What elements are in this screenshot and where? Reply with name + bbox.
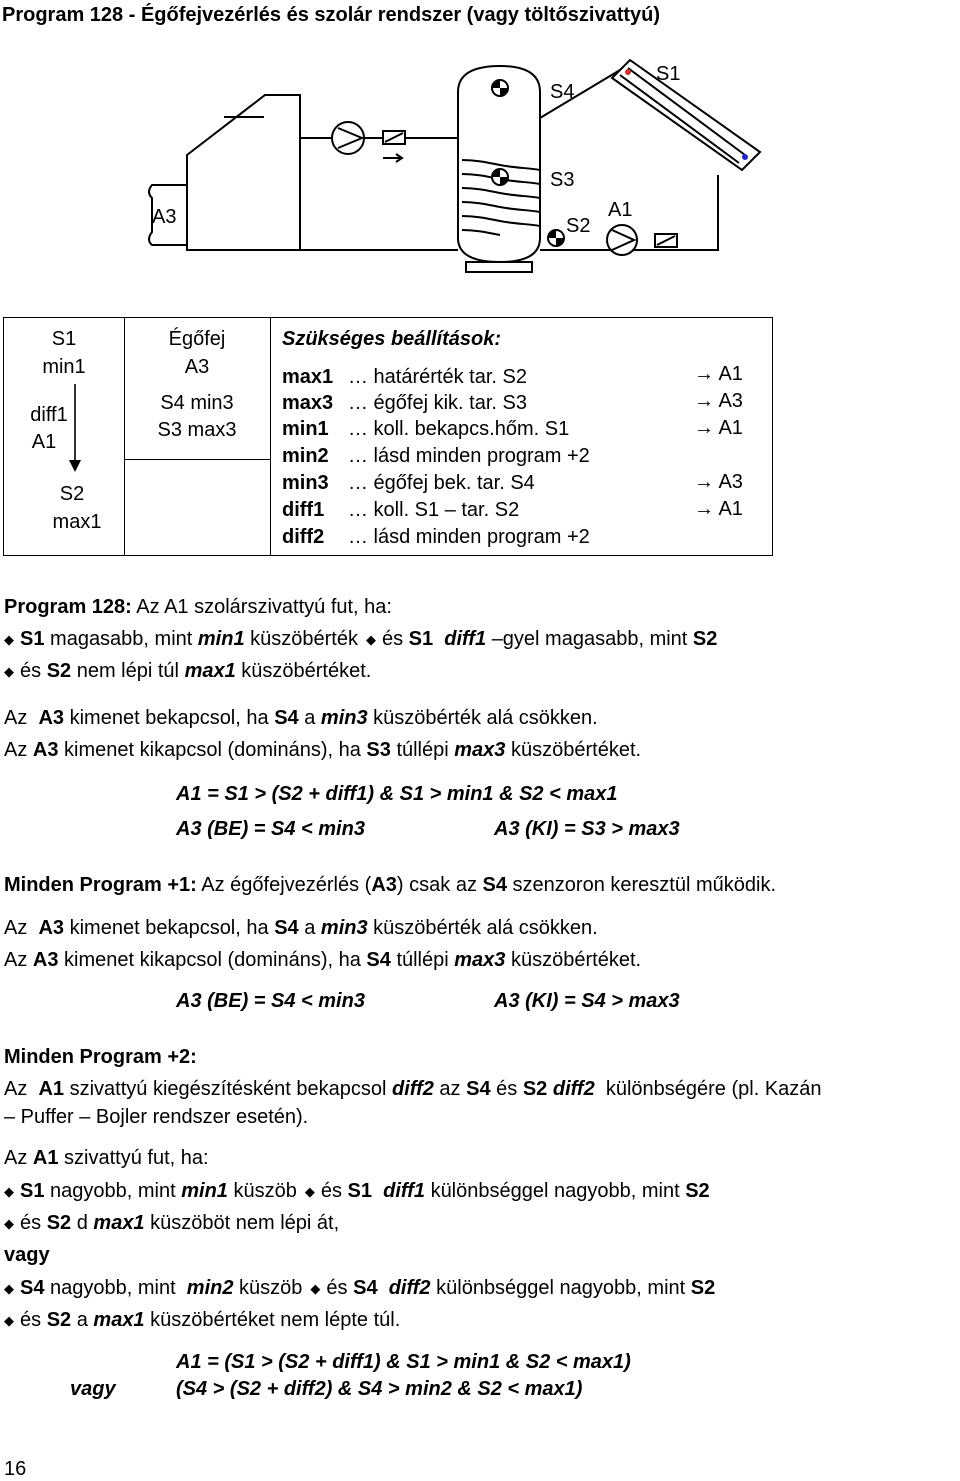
- arrow-right-icon: →: [694, 363, 714, 385]
- p128-bullet1: ◆ S1 magasabb, mint min1 küszöbérték ◆ és S1 diff1 –gyel magasabb, mint S2: [4, 628, 718, 650]
- bullet-icon: ◆: [4, 1215, 14, 1231]
- system-diagram: [0, 40, 800, 285]
- p2-bullet1: ◆ S1 nagyobb, mint min1 küszöb ◆ és S1 diff1 különbséggel nagyobb, mint S2: [4, 1180, 710, 1202]
- setting-row: diff1 … koll. S1 – tar. S2: [282, 499, 520, 521]
- col2-line3: S4 min3: [160, 392, 234, 414]
- p1-line2: Az A3 kimenet bekapcsol, ha S4 a min3 küszöbérték alá csökken.: [4, 917, 598, 939]
- p2-or: vagy: [4, 1244, 50, 1266]
- p1-formula-b: A3 (KI) = S4 > max3: [494, 990, 680, 1012]
- page-number: 16: [4, 1458, 27, 1480]
- p128-line1: Program 128: Az A1 szolárszivattyú fut, ha:: [4, 596, 392, 618]
- target-a1: → A1: [694, 498, 743, 520]
- label-a1: A1: [608, 199, 633, 221]
- target-a1: → A1: [694, 363, 743, 385]
- arrow-right-icon: →: [694, 498, 714, 520]
- p2-bullet4: ◆ és S2 a max1 küszöbértéket nem lépte túl.: [4, 1309, 401, 1331]
- p128-bullet2: ◆ és S2 nem lépi túl max1 küszöbértéket.: [4, 660, 372, 682]
- down-arrow-icon: [68, 384, 82, 474]
- p128-formula2b: A3 (KI) = S3 > max3: [494, 818, 680, 840]
- bullet-icon: ◆: [4, 1280, 14, 1296]
- bullet-icon: ◆: [4, 1312, 14, 1328]
- bullet-icon: ◆: [4, 1183, 14, 1199]
- col1-min1: min1: [42, 356, 86, 378]
- bullet-icon: ◆: [365, 631, 376, 647]
- p1-formula-a: A3 (BE) = S4 < min3: [176, 990, 365, 1012]
- target-a3: → A3: [694, 471, 743, 493]
- p2-line3: Az A1 szivattyú fut, ha:: [4, 1147, 209, 1169]
- target-a3: → A3: [694, 390, 743, 412]
- arrow-right-icon: →: [694, 390, 714, 412]
- settings-heading: Szükséges beállítások:: [282, 328, 501, 350]
- sensor-s2-icon: [548, 230, 564, 246]
- bullet-icon: ◆: [4, 631, 14, 647]
- col1-diff1: diff1: [30, 404, 68, 426]
- setting-row: min1 … koll. bekapcs.hőm. S1: [282, 418, 570, 440]
- col1-max1: max1: [52, 511, 102, 533]
- p2-line1: Az A1 szivattyú kiegészítésként bekapcsol diff2 az S4 és S2 diff2 különbségére (pl. Kazán: [4, 1078, 822, 1100]
- p2-formula1: A1 = (S1 > (S2 + diff1) & S1 > min1 & S2 < max1): [176, 1351, 631, 1373]
- p2-bullet3: ◆ S4 nagyobb, mint min2 küszöb ◆ és S4 diff2 különbséggel nagyobb, mint S2: [4, 1277, 716, 1299]
- bullet-icon: ◆: [4, 663, 14, 679]
- sensor-s4-icon: [492, 80, 508, 96]
- col2-line1: Égőfej: [168, 328, 226, 350]
- arrow-right-icon: →: [694, 471, 714, 493]
- settings-box: [3, 317, 773, 556]
- arrow-right-icon: →: [694, 417, 714, 439]
- p128-line4: Az A3 kimenet kikapcsol (domináns), ha S3 túllépi max3 küszöbértéket.: [4, 739, 642, 761]
- setting-row: max1 … határérték tar. S2: [282, 366, 527, 388]
- label-s4: S4: [550, 81, 575, 103]
- solar-collector: [612, 60, 760, 170]
- label-a3-boiler: A3: [152, 206, 177, 228]
- label-s1: S1: [656, 63, 681, 85]
- p2-line2: – Puffer – Bojler rendszer esetén).: [4, 1106, 309, 1128]
- p2-formula2: (S4 > (S2 + diff2) & S4 > min2 & S2 < max1): [176, 1378, 583, 1400]
- p128-line3: Az A3 kimenet bekapcsol, ha S4 a min3 küszöbérték alá csökken.: [4, 707, 598, 729]
- setting-row: diff2 … lásd minden program +2: [282, 526, 590, 548]
- setting-row: min3 … égőfej bek. tar. S4: [282, 472, 535, 494]
- p128-formula2a: A3 (BE) = S4 < min3: [176, 818, 365, 840]
- p2-or2: vagy: [70, 1378, 116, 1400]
- col1-s1: S1: [51, 328, 77, 350]
- col2-line4: S3 max3: [157, 419, 237, 441]
- page-title: Program 128 - Égőfejvezérlés és szolár rendszer (vagy töltőszivattyú): [2, 4, 661, 26]
- bullet-icon: ◆: [304, 1183, 315, 1199]
- label-s2: S2: [566, 215, 591, 237]
- p1-line3: Az A3 kimenet kikapcsol (domináns), ha S4 túllépi max3 küszöbértéket.: [4, 949, 642, 971]
- label-s3: S3: [550, 169, 575, 191]
- col1-s2: S2: [59, 483, 85, 505]
- setting-row: max3 … égőfej kik. tar. S3: [282, 392, 527, 414]
- p2-bullet2: ◆ és S2 d max1 küszöböt nem lépi át,: [4, 1212, 340, 1234]
- target-a1: → A1: [694, 417, 743, 439]
- setting-row: min2 … lásd minden program +2: [282, 445, 590, 467]
- bullet-icon: ◆: [310, 1280, 321, 1296]
- p128-formula1: A1 = S1 > (S2 + diff1) & S1 > min1 & S2 < max1: [176, 783, 618, 805]
- col1-a1: A1: [31, 431, 57, 453]
- col2-line2: A3: [184, 356, 210, 378]
- sensor-s3-icon: [492, 169, 508, 185]
- p1-line1: Minden Program +1: Az égőfejvezérlés (A3) csak az S4 szenzoron keresztül működik.: [4, 874, 776, 896]
- p2-heading: Minden Program +2:: [4, 1046, 197, 1068]
- pump-boiler-icon: [332, 122, 405, 162]
